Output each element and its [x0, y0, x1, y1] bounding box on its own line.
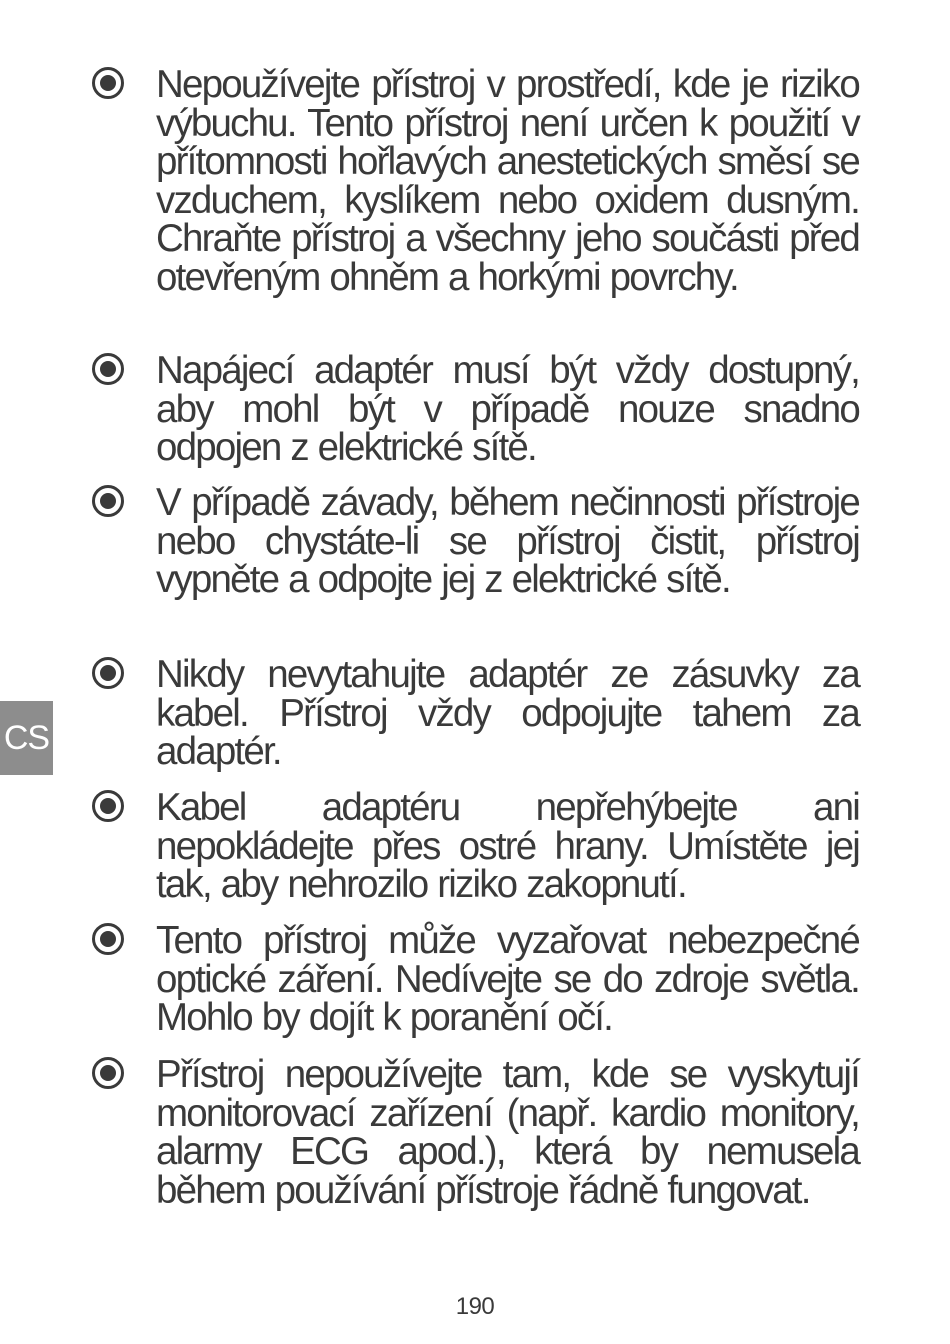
list-item-text: Nepoužívejte přístroj v prostředí, kde je riziko výbuchu. Tento přístroj není určen k použití v přítomnosti hořlavých anestetických směsí se vzduchem, kyslíkem nebo oxidem dusným. Chraňte přístroj a všechny jeho součásti před otevřeným ohněm a horkými povrchy. — [156, 63, 859, 299]
radio-dot-icon — [91, 66, 125, 100]
radio-dot-icon — [91, 484, 125, 518]
list-item-text: Napájecí adaptér musí být vždy dostupný, aby mohl být v případě nouze snadno odpojen z elektrické sítě. — [156, 349, 859, 469]
language-tab: CS — [0, 701, 53, 775]
list-item-text: Nikdy nevytahujte adaptér ze zásuvky za kabel. Přístroj vždy odpojujte tahem za adaptér. — [156, 653, 859, 773]
list-item-text: Tento přístroj může vyzařovat nebezpečné optické záření. Nedívejte se do zdroje světla. Mohlo by dojít k poranění očí. — [156, 919, 859, 1039]
radio-dot-icon — [91, 352, 125, 386]
list-item-text: V případě závady, během nečinnosti přístroje nebo chystáte-li se přístroj čistit, přístroj vypněte a odpojte jej z elektrické sítě. — [156, 481, 859, 601]
radio-dot-icon — [91, 789, 125, 823]
list-item-text: Kabel adaptéru nepřehýbejte ani nepokládejte přes ostré hrany. Umístěte jej tak, aby nehrozilo riziko zakopnutí. — [156, 786, 859, 906]
list-item-text: Přístroj nepoužívejte tam, kde se vyskytují monitorovací zařízení (např. kardio monitory, alarmy ECG apod.), která by nemusela během používání přístroje řádně fungovat. — [156, 1053, 859, 1212]
radio-dot-icon — [91, 922, 125, 956]
radio-dot-icon — [91, 656, 125, 690]
radio-dot-icon — [91, 1056, 125, 1090]
page-number: 190 — [455, 1293, 495, 1320]
